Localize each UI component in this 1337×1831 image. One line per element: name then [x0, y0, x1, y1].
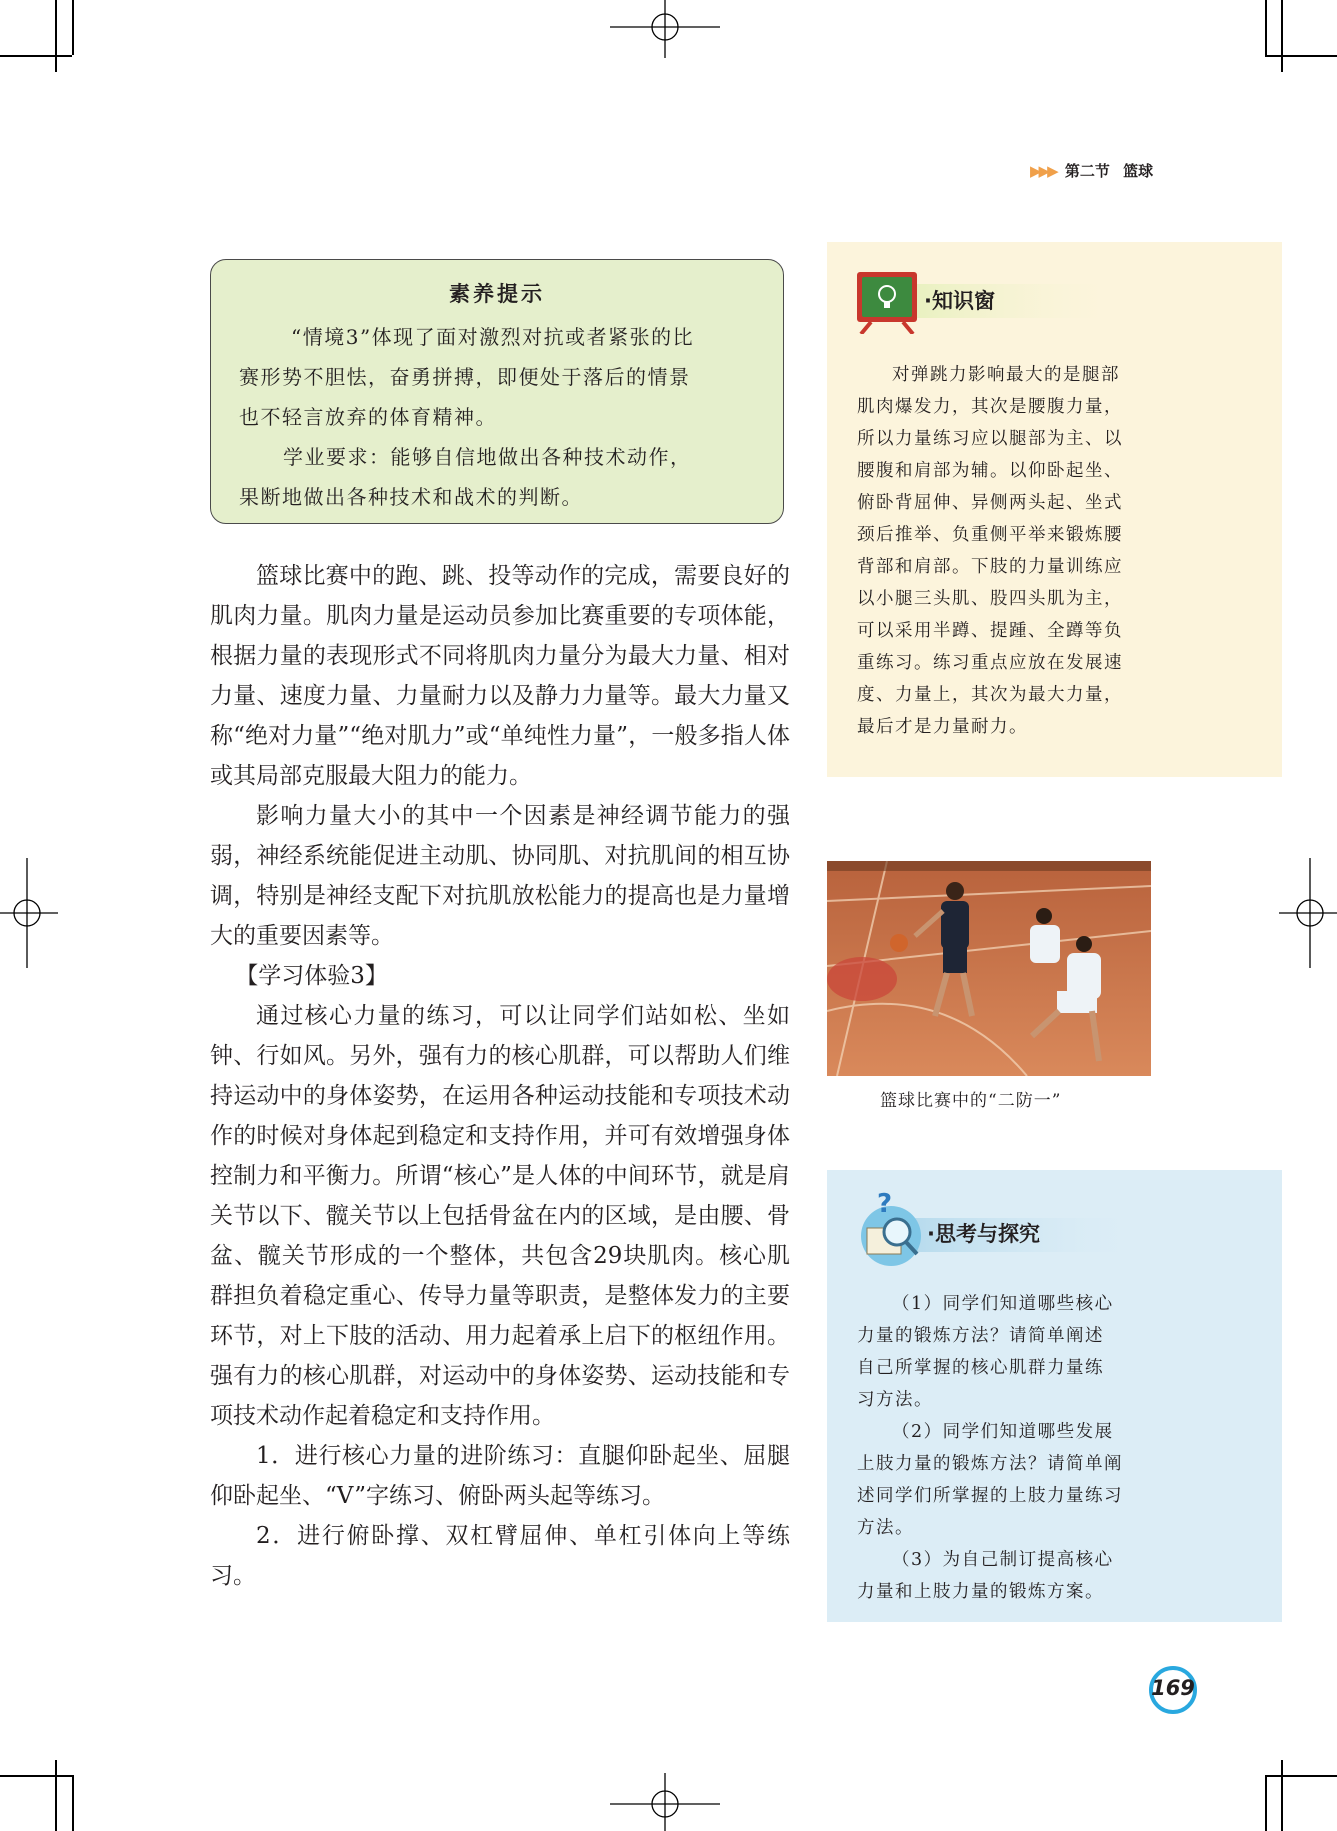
question-line: 述同学们所掌握的上肢力量练习	[857, 1486, 1123, 1506]
knowledge-line: 以小腿三头肌、股四头肌为主，	[857, 589, 1123, 609]
topic-label: 篮球	[1123, 162, 1154, 180]
thinking-box-text	[857, 1288, 1262, 1608]
thinking-inquiry-box	[827, 1170, 1282, 1622]
question-line: 方法。	[857, 1518, 914, 1538]
knowledge-line: 可以采用半蹲、提踵、全蹲等负	[857, 621, 1123, 641]
literacy-line: 也不轻言放弃的体育精神。	[239, 405, 497, 429]
literacy-line: 赛形势不胆怯，奋勇拼搏，即便处于落后的情景	[239, 365, 691, 389]
registration-mark-left	[0, 858, 60, 968]
literacy-tip-title: 素养提示	[449, 281, 545, 306]
literacy-line: 果断地做出各种技术和战术的判断。	[239, 485, 583, 509]
question-line: （3）为自己制订提高核心	[892, 1550, 1114, 1570]
registration-mark-top	[610, 0, 720, 60]
knowledge-line: 重练习。练习重点应放在发展速	[857, 653, 1123, 673]
learning-experience-heading: 【学习体验3】	[235, 963, 388, 989]
knowledge-line: 所以力量练习应以腿部为主、以	[857, 429, 1123, 449]
knowledge-line: 腰腹和肩部为辅。以仰卧起坐、	[857, 461, 1123, 481]
knowledge-line: 对弹跳力影响最大的是腿部	[892, 365, 1120, 385]
knowledge-line: 度、力量上，其次为最大力量，	[857, 685, 1123, 705]
literacy-tip-box	[210, 259, 784, 524]
knowledge-line: 背部和肩部。下肢的力量训练应	[857, 557, 1123, 577]
basketball-game-photo	[827, 861, 1151, 1076]
knowledge-line: 最后才是力量耐力。	[857, 717, 1028, 737]
knowledge-line: 俯卧背屈伸、异侧两头起、坐式	[857, 493, 1123, 513]
thinking-box-title: ·思考与探究	[927, 1222, 1040, 1246]
literacy-line: 学业要求：能够自信地做出各种技术动作，	[283, 445, 692, 469]
running-header	[1030, 160, 1153, 181]
knowledge-window-text	[857, 359, 1262, 743]
page-number-badge	[1148, 1665, 1198, 1715]
page-number: 169	[1151, 1676, 1195, 1700]
knowledge-line: 肌肉爆发力，其次是腰腹力量，	[857, 397, 1123, 417]
question-line: 上肢力量的锻炼方法？请简单阐	[857, 1454, 1123, 1474]
registration-mark-bottom	[610, 1770, 720, 1831]
section-label: 第二节	[1064, 162, 1110, 180]
body-paragraph: 通过核心力量的练习，可以让同学们站如松、坐如钟、行如风。另外，强有力的核心肌群，可以帮助人们维持运动中的身体姿势，在运用各种运动技能和专项技术动作的时候对身体起到稳定和支持作用，并可有效增强身体控制力和平衡力。所谓“核心”是人体的中间环节，就是肩关节以下、髋关节以上包括骨盆在内的区域，是由腰、骨盆、髋关节形成的一个整体，共包含29块肌肉。核心肌群担负着稳定重心、传导力量等职责，是整体发力的主要环节，对上下肢的活动、用力起着承上启下的枢纽作用。强有力的核心肌群，对运动中的身体姿势、运动技能和专项技术动作起着稳定和支持作用。	[210, 1003, 790, 1429]
registration-mark-right	[1277, 858, 1337, 968]
literacy-line: “情境3”体现了面对激烈对抗或者紧张的比	[291, 325, 695, 349]
question-line: 力量的锻炼方法？请简单阐述	[857, 1326, 1104, 1346]
body-paragraph: 篮球比赛中的跑、跳、投等动作的完成，需要良好的肌肉力量。肌肉力量是运动员参加比赛重要的专项体能，根据力量的表现形式不同将肌肉力量分为最大力量、相对力量、速度力量、力量耐力以及静力力量等。最大力量又称“绝对力量”“绝对肌力”或“单纯性力量”，一般多指人体或其局部克服最大阻力的能力。	[210, 563, 790, 789]
svg-text:?: ?	[877, 1190, 893, 1219]
question-line: （1）同学们知道哪些核心	[892, 1294, 1114, 1314]
knowledge-window	[827, 242, 1282, 777]
question-line: 力量和上肢力量的锻炼方案。	[857, 1582, 1104, 1602]
knowledge-line: 颈后推举、负重侧平举来锻炼腰	[857, 525, 1123, 545]
question-line: 习方法。	[857, 1390, 933, 1410]
exercise-item: 1．进行核心力量的进阶练习：直腿仰卧起坐、屈腿仰卧起坐、“V”字练习、俯卧两头起等练习。	[210, 1443, 790, 1509]
main-body-text	[210, 556, 790, 1596]
question-line: 自己所掌握的核心肌群力量练	[857, 1358, 1104, 1378]
body-paragraph: 影响力量大小的其中一个因素是神经调节能力的强弱，神经系统能促进主动肌、协同肌、对抗肌间的相互协调，特别是神经支配下对抗肌放松能力的提高也是力量增大的重要因素等。	[210, 803, 790, 949]
exercise-item: 2．进行俯卧撑、双杠臂屈伸、单杠引体向上等练习。	[210, 1523, 790, 1589]
question-line: （2）同学们知道哪些发展	[892, 1422, 1114, 1442]
triple-arrow-icon: ▶▶▶	[1030, 162, 1056, 180]
knowledge-window-title: ·知识窗	[924, 289, 995, 313]
photo-caption: 篮球比赛中的“二防一”	[880, 1091, 1062, 1111]
